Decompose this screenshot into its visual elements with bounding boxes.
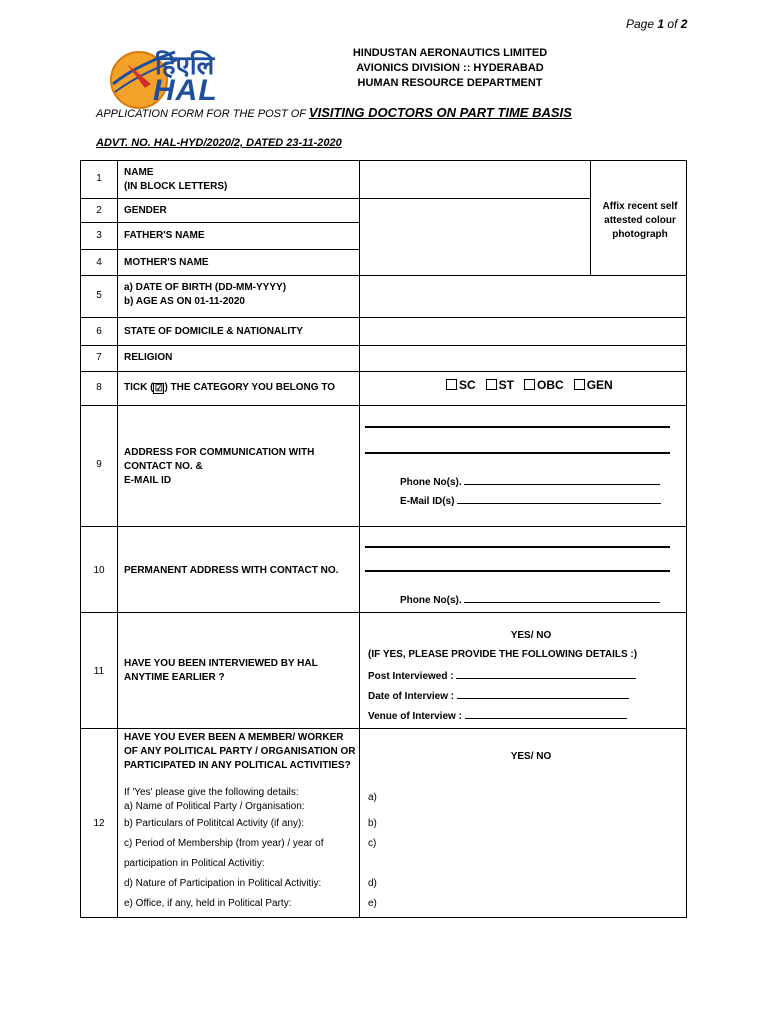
row-1-line1: NAME <box>124 167 154 178</box>
venue-interview-label: Venue of Interview : <box>368 711 462 722</box>
row-12-number: 12 <box>93 818 105 829</box>
row-8-number: 8 <box>96 382 102 393</box>
yes-no-11[interactable]: YES/ NO <box>510 630 552 641</box>
date-interview-label: Date of Interview : <box>368 691 455 702</box>
page-label: Page <box>626 17 655 31</box>
checkbox-icon <box>574 379 585 390</box>
answer-d[interactable]: d) <box>368 878 377 889</box>
row-11-number: 11 <box>93 666 105 677</box>
checkmark-icon: ☑ <box>154 383 163 393</box>
details-c1: c) Period of Membership (from year) / year of <box>124 838 324 849</box>
category-obc-label: OBC <box>537 378 564 392</box>
row-12-line2: OF ANY POLITICAL PARTY / ORGANISATION OR <box>124 746 356 757</box>
details-b: b) Particulars of Polititcal Activity (if any): <box>124 818 305 829</box>
date-interview-field[interactable] <box>368 690 629 702</box>
answer-e[interactable]: e) <box>368 898 377 909</box>
email-underline <box>457 495 661 504</box>
category-st[interactable] <box>486 378 514 392</box>
row-2-label: GENDER <box>124 205 167 216</box>
category-sc[interactable] <box>446 378 476 392</box>
row-12-line3: PARTICIPATED IN ANY POLITICAL ACTIVITIES? <box>124 760 351 771</box>
perm-address-line-1[interactable] <box>365 546 670 548</box>
date-interview-underline <box>457 690 629 699</box>
photo-box[interactable] <box>593 200 687 242</box>
phone-label: Phone No(s). <box>400 595 462 606</box>
logo-text: HAL <box>153 74 218 107</box>
details-e: e) Office, if any, held in Political Party: <box>124 898 292 909</box>
row-5-line2: b) AGE AS ON 01-11-2020 <box>124 296 245 307</box>
org-line1: HINDUSTAN AERONAUTICS LIMITED <box>352 47 548 59</box>
row-11-line2: ANYTIME EARLIER ? <box>124 672 225 683</box>
checkbox-icon <box>446 379 457 390</box>
row-5-line1: a) DATE OF BIRTH (DD-MM-YYYY) <box>124 282 287 293</box>
details-intro: If 'Yes' please give the following details: <box>124 787 299 798</box>
row-11-label <box>124 657 374 685</box>
address-line-1[interactable] <box>365 426 670 428</box>
post-interviewed-underline <box>456 670 636 679</box>
phone-underline <box>464 594 660 603</box>
page-number <box>626 17 687 31</box>
row-1-number: 1 <box>96 173 102 184</box>
venue-interview-field[interactable] <box>368 710 627 722</box>
checkbox-icon <box>486 379 497 390</box>
details-c2: participation in Political Activitiy: <box>124 858 265 869</box>
email-field[interactable] <box>400 495 661 507</box>
row-2-number: 2 <box>96 205 102 216</box>
org-line3: HUMAN RESOURCE DEPARTMENT <box>357 77 543 89</box>
category-obc[interactable] <box>524 378 564 392</box>
answer-c[interactable]: c) <box>368 838 377 849</box>
row-11-line1: HAVE YOU BEEN INTERVIEWED BY HAL <box>124 658 318 669</box>
row-8-pre: TICK ( <box>124 382 154 393</box>
phone-label: Phone No(s). <box>400 477 462 488</box>
answer-b[interactable]: b) <box>368 818 377 829</box>
row-9-line2: CONTACT NO. & <box>124 461 203 472</box>
logo-hindi: हिएलि <box>155 51 215 81</box>
row-10-label: PERMANENT ADDRESS WITH CONTACT NO. <box>124 565 339 576</box>
row-12-question <box>124 731 359 773</box>
photo-line1: Affix recent self <box>602 201 678 212</box>
venue-interview-underline <box>465 710 627 719</box>
row-9-line1: ADDRESS FOR COMMUNICATION WITH <box>124 447 315 458</box>
row-1-line2: (IN BLOCK LETTERS) <box>124 181 228 192</box>
row-6-label: STATE OF DOMICILE & NATIONALITY <box>124 326 303 337</box>
perm-address-line-2[interactable] <box>365 570 670 572</box>
if-yes-note: (IF YES, PLEASE PROVIDE THE FOLLOWING DETAILS :) <box>368 649 638 660</box>
email-label: E-Mail ID(s) <box>400 496 455 507</box>
post-interviewed-field[interactable] <box>368 670 636 682</box>
advt-number: ADVT. NO. HAL-HYD/2020/2, DATED 23-11-2020 <box>96 137 342 149</box>
row-5-number: 5 <box>96 290 102 301</box>
post-interviewed-label: Post Interviewed : <box>368 671 454 682</box>
row-6-number: 6 <box>96 326 102 337</box>
row-8-post: ) THE CATEGORY YOU BELONG TO <box>164 382 336 393</box>
category-gen[interactable] <box>574 378 613 392</box>
form-title-prefix: APPLICATION FORM FOR THE POST OF <box>96 108 306 120</box>
page-of: of <box>667 17 678 31</box>
row-7-label: RELIGION <box>124 352 173 363</box>
phone-underline <box>464 476 660 485</box>
row-3-label: FATHER'S NAME <box>124 230 205 241</box>
category-st-label: ST <box>498 378 515 392</box>
category-options <box>446 378 613 392</box>
address-line-2[interactable] <box>365 452 670 454</box>
row-4-number: 4 <box>96 257 102 268</box>
photo-line2: attested colour <box>604 215 676 226</box>
hal-logo <box>105 44 255 112</box>
page-total: 2 <box>680 17 688 31</box>
photo-line3: photograph <box>612 229 668 240</box>
row-10-number: 10 <box>93 565 105 576</box>
row-12-line1: HAVE YOU EVER BEEN A MEMBER/ WORKER <box>124 732 344 743</box>
form-title <box>96 105 572 120</box>
row-3-number: 3 <box>96 230 102 241</box>
row-9-number: 9 <box>96 459 102 470</box>
org-line2: AVIONICS DIVISION :: HYDERABAD <box>356 62 544 74</box>
details-d: d) Nature of Participation in Political Activitiy: <box>124 878 322 889</box>
row-7-number: 7 <box>96 352 102 363</box>
answer-a[interactable]: a) <box>368 792 377 803</box>
row-12-details <box>124 786 359 814</box>
row-8-label <box>124 381 364 395</box>
row-5-label <box>124 281 374 309</box>
row-1-label <box>124 166 374 194</box>
yes-no-12[interactable]: YES/ NO <box>510 751 552 762</box>
row-9-label <box>124 446 374 488</box>
phone-field-10[interactable] <box>400 594 660 606</box>
phone-field-9[interactable] <box>400 476 660 488</box>
details-a: a) Name of Political Party / Organisation: <box>124 801 305 812</box>
row-4-label: MOTHER'S NAME <box>124 257 209 268</box>
checkbox-icon <box>524 379 535 390</box>
application-table <box>80 160 687 917</box>
category-gen-label: GEN <box>586 378 613 392</box>
category-sc-label: SC <box>459 378 476 392</box>
row-9-line3: E-MAIL ID <box>124 475 172 486</box>
form-title-post: VISITING DOCTORS ON PART TIME BASIS <box>308 105 572 120</box>
page-current: 1 <box>657 17 665 31</box>
